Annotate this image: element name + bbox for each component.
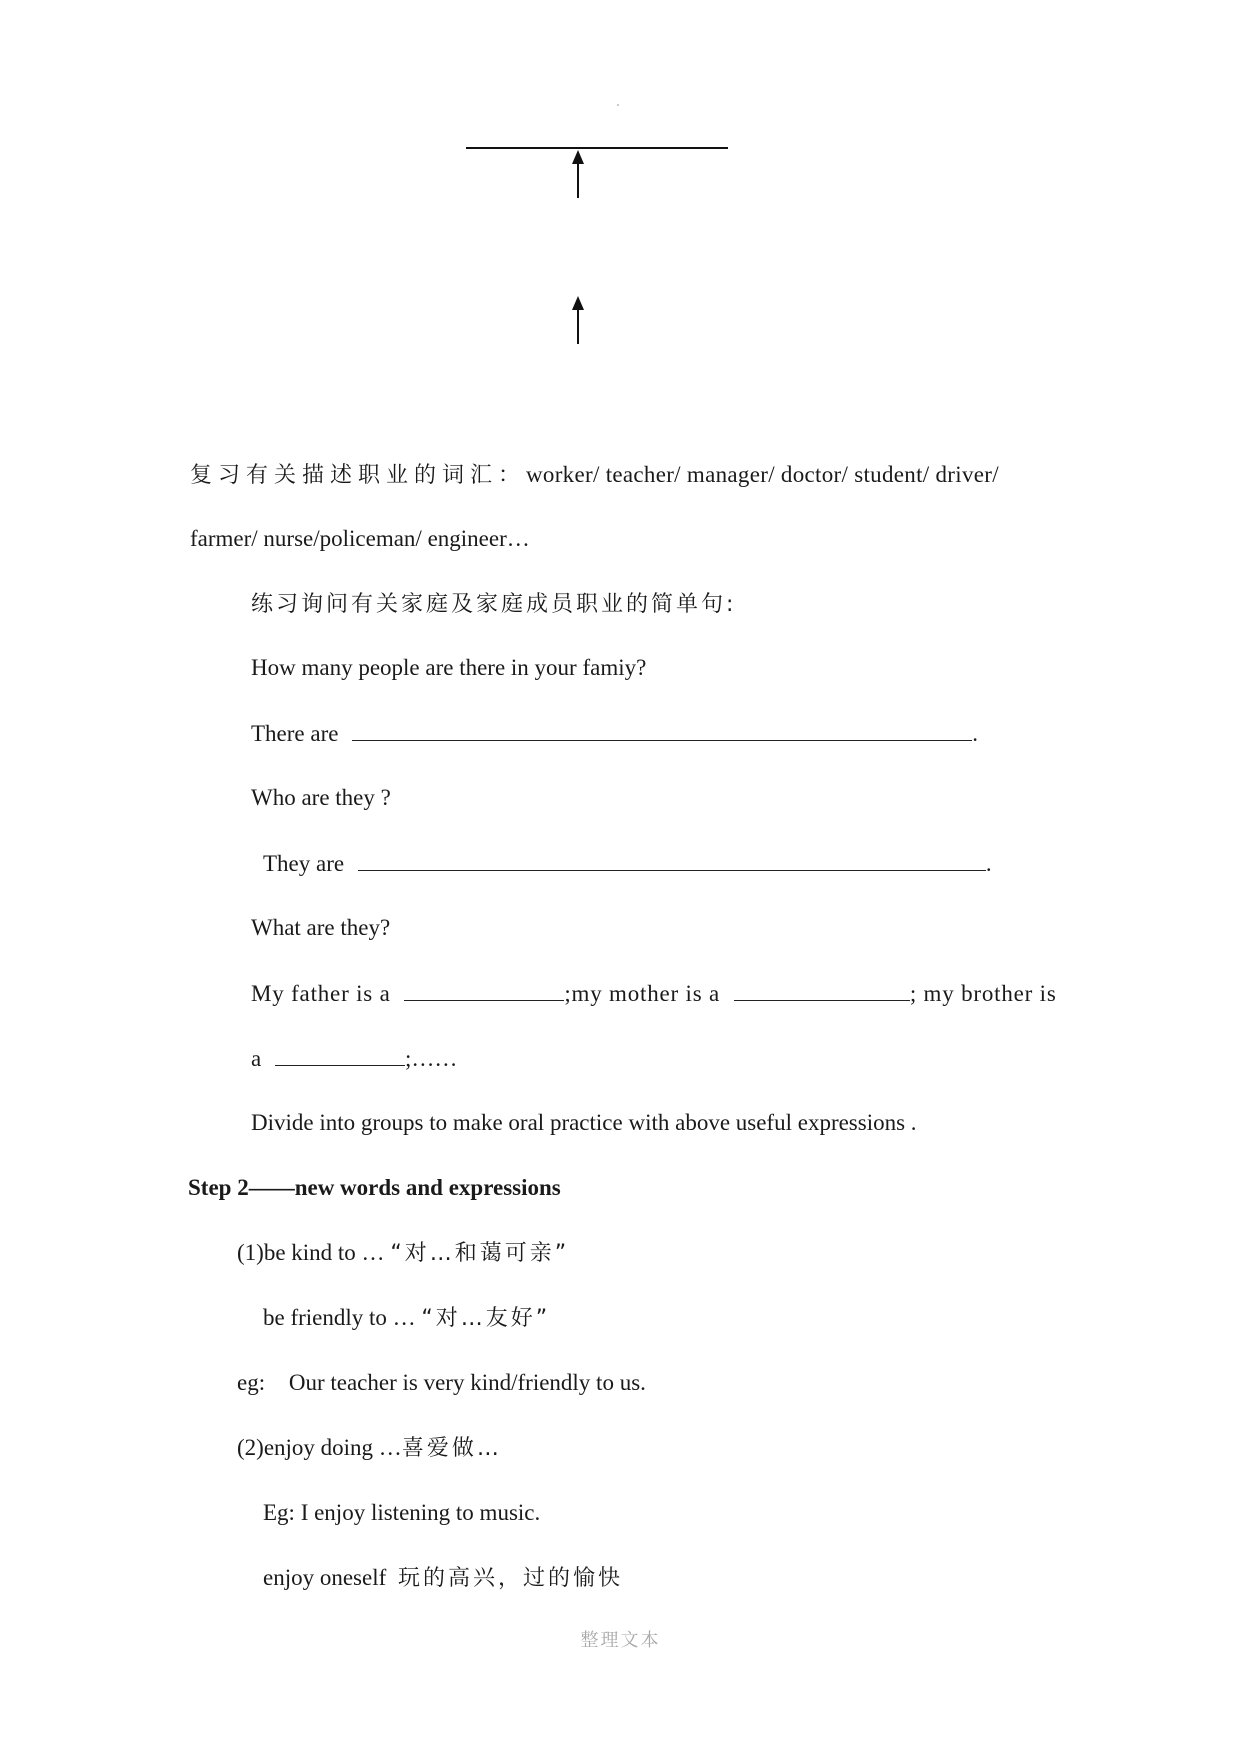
step2-eg2-line xyxy=(263,1498,540,1528)
practice-heading: 练习询问有关家庭及家庭成员职业的简单句: xyxy=(251,592,737,617)
page-footer: 整理文本 xyxy=(580,1630,661,1651)
practice-a3-part5: ;…… xyxy=(404,1046,458,1071)
step2-item1-line xyxy=(237,1238,569,1269)
practice-a3-cont-line xyxy=(251,1043,457,1074)
step2-item2-line xyxy=(237,1433,502,1464)
step2-item3-cn: 玩的高兴，过的愉快 xyxy=(398,1566,624,1591)
review-intro: 复习有关描述职业的词汇： xyxy=(190,463,527,488)
practice-a3-part4: a xyxy=(251,1046,262,1071)
step2-heading: Step 2——new words and expressions xyxy=(188,1175,561,1200)
step2-eg1-label: eg: xyxy=(237,1370,266,1395)
step2-eg1-text: Our teacher is very kind/friendly to us. xyxy=(288,1370,646,1395)
step2-item1-cn: “对…和蔼可亲” xyxy=(390,1241,570,1266)
step2-item1b-en: be friendly to … xyxy=(263,1305,416,1330)
answer-blank-brother[interactable] xyxy=(275,1043,405,1066)
practice-q3: What are they? xyxy=(251,915,391,940)
review-vocab-2: farmer/ nurse/policeman/ engineer… xyxy=(190,526,530,551)
review-vocab-line-2 xyxy=(190,524,530,554)
answer-blank-1[interactable] xyxy=(352,718,972,741)
practice-a1-end: . xyxy=(972,721,978,746)
step2-heading-line xyxy=(188,1173,561,1203)
practice-a3-part2: ;my mother is a xyxy=(564,981,721,1006)
practice-a3-part3: ; my brother is xyxy=(909,981,1057,1006)
diagram-lower-arrow-head xyxy=(572,296,584,310)
practice-a2-line xyxy=(263,848,992,879)
diagram-upper-arrow-head xyxy=(572,150,584,164)
step2-item2-en: (2)enjoy doing … xyxy=(237,1435,402,1460)
practice-a1-line xyxy=(251,718,978,749)
practice-q1-line xyxy=(251,653,646,683)
arrow-diagram xyxy=(0,0,1241,360)
practice-a3-part1: My father is a xyxy=(251,981,391,1006)
review-vocab-1: worker/ teacher/ manager/ doctor/ student/ driver/ xyxy=(526,462,999,487)
practice-a2-start: They are xyxy=(263,851,345,876)
step2-item2-cn: 喜爱做… xyxy=(401,1436,502,1461)
step2-item3-en: enjoy oneself xyxy=(263,1565,387,1590)
practice-a3-line xyxy=(251,978,1057,1009)
practice-a2-end: . xyxy=(985,851,992,876)
step2-eg1-line xyxy=(237,1368,646,1398)
practice-divide-line xyxy=(251,1108,917,1138)
step2-item1b-line xyxy=(263,1303,550,1334)
step2-eg2: Eg: I enjoy listening to music. xyxy=(263,1500,541,1525)
answer-blank-mother[interactable] xyxy=(734,978,910,1001)
practice-a1-start: There are xyxy=(251,721,339,746)
practice-q1: How many people are there in your famiy? xyxy=(251,655,647,680)
practice-q2-line xyxy=(251,783,391,813)
step2-item1b-cn: “对…友好” xyxy=(421,1306,551,1331)
answer-blank-2[interactable] xyxy=(358,848,986,871)
answer-blank-father[interactable] xyxy=(404,978,564,1001)
practice-heading-line xyxy=(251,589,736,620)
step2-item3-line xyxy=(263,1563,623,1594)
practice-divide: Divide into groups to make oral practice with above useful expressions . xyxy=(251,1110,917,1135)
step2-item1-en: (1)be kind to … xyxy=(237,1240,385,1265)
practice-q2: Who are they ? xyxy=(251,785,391,810)
review-vocab-line-1 xyxy=(190,460,999,491)
practice-q3-line xyxy=(251,913,390,943)
